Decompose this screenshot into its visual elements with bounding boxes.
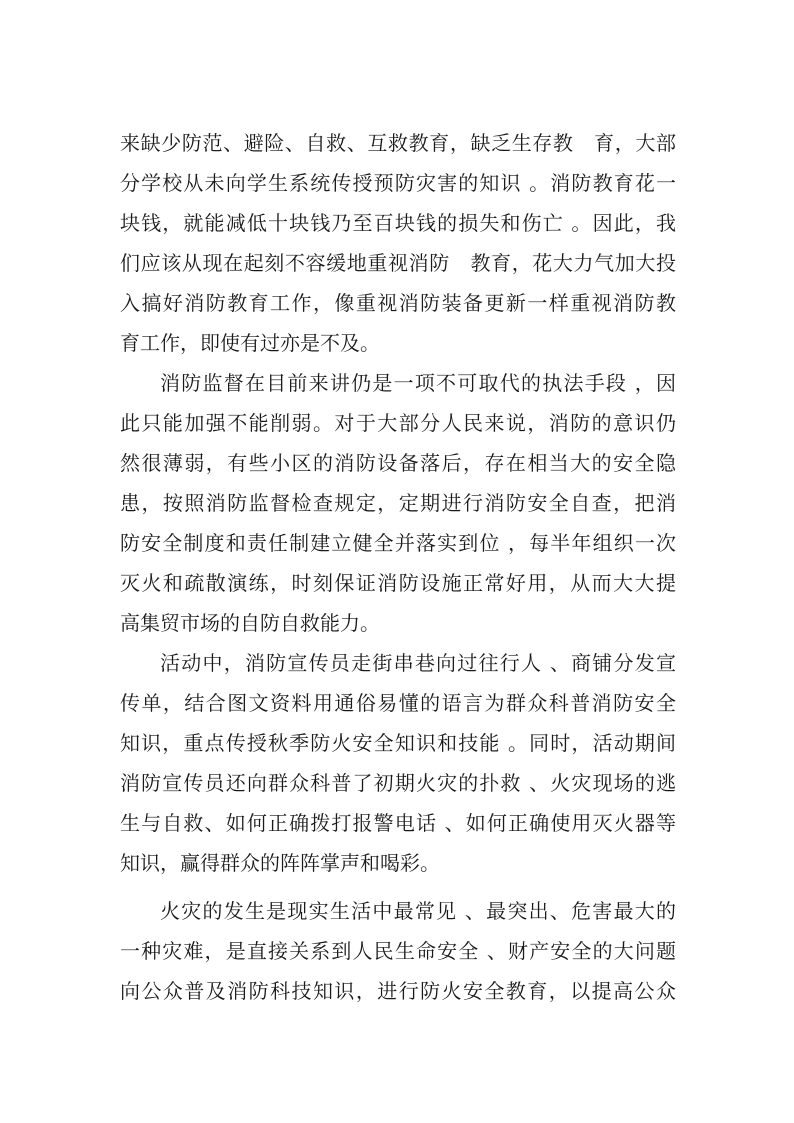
paragraph-3-line-4: 消防宣传员还向群众科普了初期火灾的扑救 、火灾现场的逃 <box>120 771 676 795</box>
paragraph-2-line-3: 然很薄弱，有些小区的消防设备落后，存在相当大的安全隐 <box>120 451 676 475</box>
paragraph-1-line-1: 来缺少防范、避险、自救、互救教育，缺乏生存教 育，大部 <box>120 131 676 155</box>
paragraph-1-line-6: 育工作，即使有过亦是不及。 <box>120 331 380 355</box>
paragraph-4-line-2: 一种灾难，是直接关系到人民生命安全 、财产安全的大问题 <box>120 939 676 963</box>
paragraph-1-line-3: 块钱，就能减低十块钱乃至百块钱的损失和伤亡 。因此，我 <box>120 211 676 235</box>
paragraph-1-line-4: 们应该从现在起刻不容缓地重视消防 教育，花大力气加大投 <box>120 251 676 275</box>
paragraph-2-line-5: 防安全制度和责任制建立健全并落实到位 ，每半年组织一次 <box>120 531 676 555</box>
paragraph-3-line-2: 传单，结合图文资料用通俗易懂的语言为群众科普消防安全 <box>120 691 676 715</box>
paragraph-2-line-7: 高集贸市场的自防自救能力。 <box>120 611 380 635</box>
paragraph-3-line-6: 知识，赢得群众的阵阵掌声和喝彩。 <box>120 851 440 875</box>
paragraph-4-line-3: 向公众普及消防科技知识，进行防火安全教育，以提高公众 <box>120 979 676 1003</box>
paragraph-3-line-5: 生与自救、如何正确拨打报警电话 、如何正确使用灭火器等 <box>120 811 676 835</box>
paragraph-3-line-1: 活动中，消防宣传员走街串巷向过往行人 、商铺分发宣 <box>160 651 676 675</box>
paragraph-4-line-1: 火灾的发生是现实生活中最常见 、最突出、危害最大的 <box>160 899 676 923</box>
paragraph-2-line-4: 患，按照消防监督检查规定，定期进行消防安全自查，把消 <box>120 491 676 515</box>
paragraph-2-line-1: 消防监督在目前来讲仍是一项不可取代的执法手段 ，因 <box>160 371 676 395</box>
paragraph-2-line-2: 此只能加强不能削弱。对于大部分人民来说，消防的意识仍 <box>120 411 676 435</box>
paragraph-1-line-5: 入搞好消防教育工作，像重视消防装备更新一样重视消防教 <box>120 291 676 315</box>
paragraph-3-line-3: 知识，重点传授秋季防火安全知识和技能 。同时，活动期间 <box>120 731 676 755</box>
paragraph-1-line-2: 分学校从未向学生系统传授预防灾害的知识 。消防教育花一 <box>120 171 676 195</box>
paragraph-2-line-6: 灭火和疏散演练，时刻保证消防设施正常好用，从而大大提 <box>120 571 676 595</box>
